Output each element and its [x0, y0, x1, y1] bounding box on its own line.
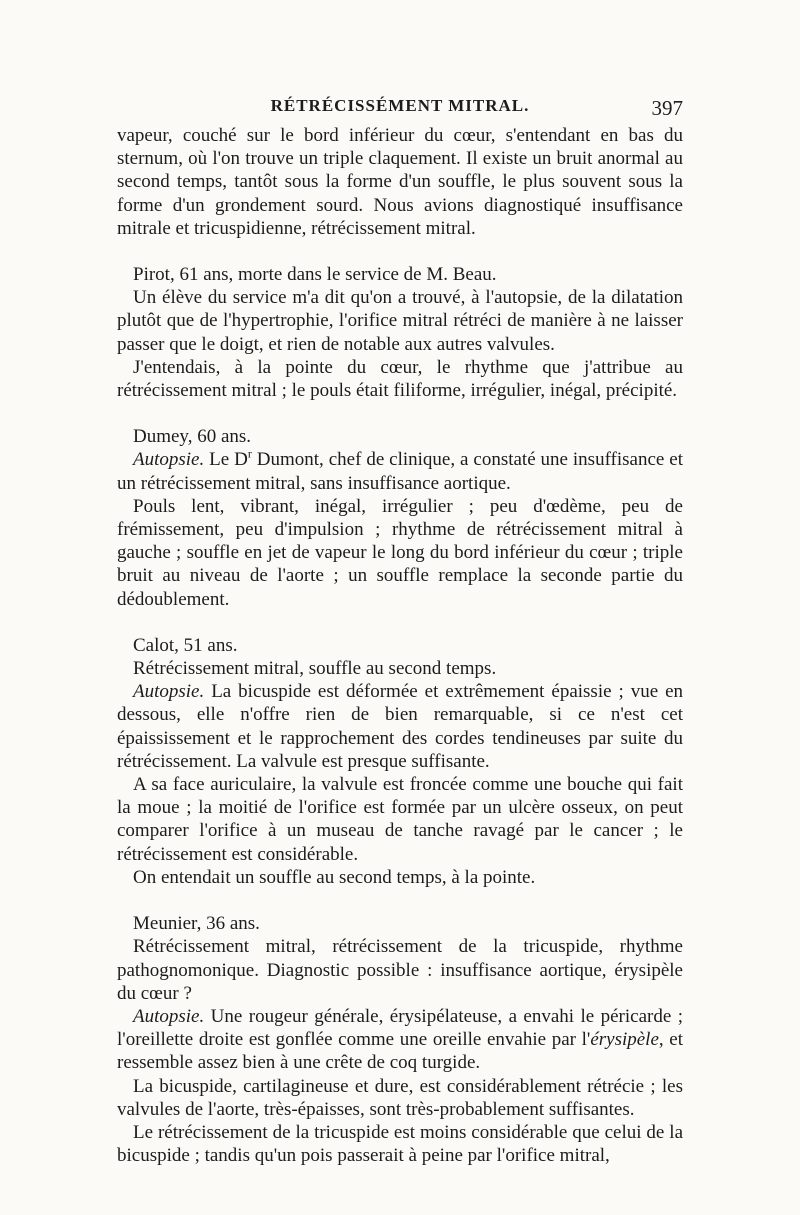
autopsie-text: La bicuspide est déformée et extrêmement épaissie ; vue en dessous, elle n'offre rien de bien remarquable, si ce n'est cet épaississement et le rapprochement des cordes tendineuses par suite du rétrécissement. La valvule est presque suffisante. [117, 681, 683, 772]
case-title-meunier: Meunier, 36 ans. [133, 913, 260, 935]
autopsie-text: Dumont, chef de clinique, a constaté une insuffisance et un rétrécissement mitral, sans insuffisance aortique. [117, 449, 683, 494]
autopsie-label: Autopsie. [133, 1005, 205, 1027]
superscript-r: r [247, 447, 252, 462]
case-dumey-autopsy [117, 448, 683, 494]
autopsie-label: Autopsie. [133, 681, 205, 703]
case-meunier-tricuspide: Le rétrécissement de la tricuspide est moins considérable que celui de la bicuspide ; tandis qu'un pois passerait à peine par l'orifice mitral, [117, 1121, 683, 1167]
case-meunier-bicuspide: La bicuspide, cartilagineuse et dure, est considérablement rétrécie ; les valvules de l'aorte, très-épaisses, sont très-probablement suffisantes. [117, 1075, 683, 1120]
page-number: 397 [651, 96, 683, 120]
case-calot-auricular: A sa face auriculaire, la valvule est froncée comme une bouche qui fait la moue ; la moitié de l'orifice est formée par un ulcère osseux, on peut comparer l'orifice à un museau de tanche ravagé par le cancer ; le rétrécissement est considérable. [117, 774, 683, 865]
autopsie-text: , et ressemble assez bien à une crête de coq turgide. [117, 1029, 683, 1074]
case-title-dumey: Dumey, 60 ans. [133, 426, 252, 448]
case-dumey-findings: Pouls lent, vibrant, inégal, irrégulier ; peu d'œdème, peu de frémissement, peu d'impulsion ; rhythme de rétrécissement mitral à gauche ; souffle en jet de vapeur le long du bord inférieur du cœur ; triple bruit au niveau de l'aorte ; un souffle remplace la seconde partie du dédoublement. [117, 495, 683, 610]
case-title-pirot: Pirot, 61 ans, morte dans le service de M. Beau. [133, 264, 497, 286]
autopsie-label: Autopsie. [133, 449, 205, 471]
case-title-calot: Calot, 51 ans. [133, 634, 238, 656]
case-calot-diagnosis: Rétrécissement mitral, souffle au second temps. [133, 658, 497, 680]
running-head: RÉTRÉCISSÉMENT MITRAL. [270, 96, 530, 115]
page-header [117, 96, 683, 126]
case-pirot-autopsy: Un élève du service m'a dit qu'on a trouvé, à l'autopsie, de la dilatation plutôt que de l'hypertrophie, l'orifice mitral rétréci de manière à ne laisser passer que le doigt, et rien de notable aux autres valvules. [117, 287, 683, 355]
case-calot-souffle: On entendait un souffle au second temps, à la pointe. [133, 866, 536, 888]
case-meunier-diagnosis: Rétrécissement mitral, rétrécissement de la tricuspide, rhythme pathognomonique. Diagnostic possible : insuffisance aortique, érysipèle du cœur ? [117, 936, 683, 1004]
autopsie-text: Une rougeur générale, érysipélateuse, a envahi le péricarde ; l'oreillette droite est gonflée comme une oreille envahie par l' [117, 1005, 683, 1051]
case-pirot-findings: J'entendais, à la pointe du cœur, le rhythme que j'attribue au rétrécissement mitral ; le pouls était filiforme, irrégulier, inégal, précipité. [117, 356, 683, 402]
page-body [117, 124, 683, 1167]
autopsie-text: Le D [204, 449, 248, 471]
paragraph-continuation: vapeur, couché sur le bord inférieur du cœur, s'entendant en bas du sternum, où l'on trouve un triple claquement. Il existe un bruit anormal au second temps, tantôt sous la forme d'un souffle, le plus souvent sous la forme d'un grondement sourd. Nous avions diagnostiqué insuffisance mitrale et tricuspidienne, rétrécissement mitral. [117, 125, 683, 239]
erysipele-italic: érysipèle [590, 1029, 659, 1051]
case-calot-autopsy [117, 680, 683, 773]
case-meunier-autopsy [117, 1005, 683, 1075]
